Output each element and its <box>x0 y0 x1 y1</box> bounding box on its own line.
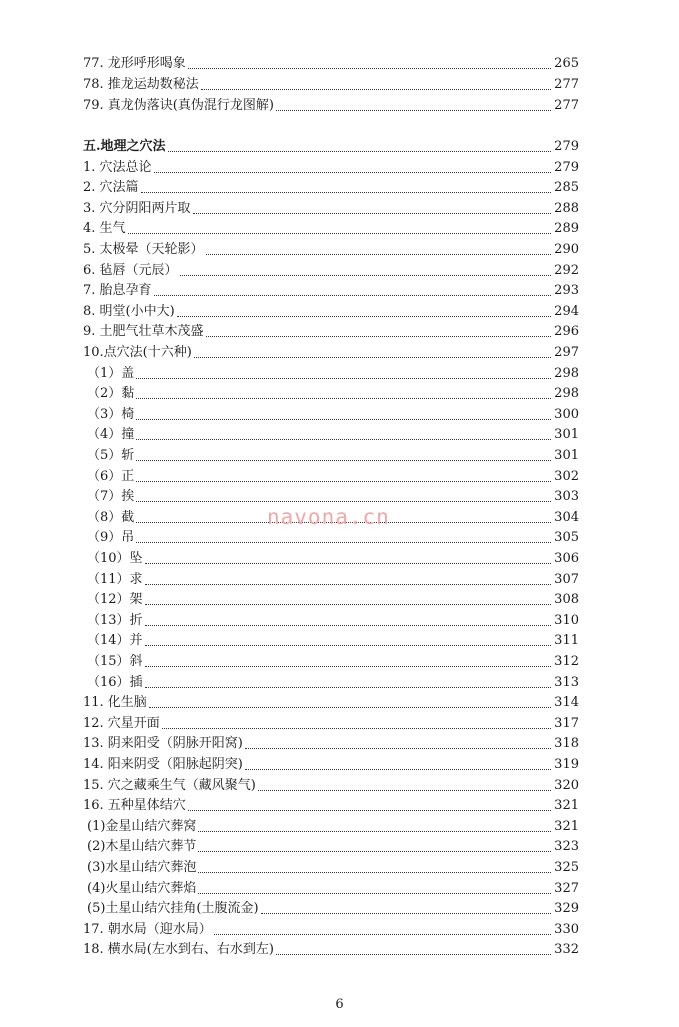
toc-entry-page: 312 <box>554 654 579 669</box>
toc-entry[interactable] <box>83 279 579 299</box>
dot-leader <box>206 336 551 337</box>
toc-entry-page: 305 <box>554 530 579 546</box>
toc-entry-label: 五.地理之穴法 <box>83 139 166 154</box>
toc-entry-label: 15. 穴之藏乘生气（藏风聚气) <box>83 777 256 793</box>
toc-entry-label: 4. 生气 <box>83 221 126 237</box>
toc-entry-label: （5）斩 <box>87 448 135 463</box>
dot-leader <box>141 192 551 193</box>
toc-entry-label: （8）截 <box>87 509 135 525</box>
toc-entry-page: 303 <box>554 489 579 505</box>
toc-entry-page: 321 <box>554 798 579 814</box>
toc-entry[interactable] <box>83 938 579 958</box>
toc-entry-page: 317 <box>554 715 579 731</box>
toc-entry[interactable] <box>83 691 579 711</box>
toc-entry-label: 2. 穴法篇 <box>83 180 139 196</box>
toc-section-heading[interactable] <box>83 135 579 155</box>
toc-entry-page: 285 <box>554 180 579 196</box>
toc-entry-page: 302 <box>554 468 579 484</box>
toc-entry-page: 279 <box>554 159 579 175</box>
toc-entry[interactable] <box>83 918 579 938</box>
toc-entry-page: 298 <box>554 386 579 402</box>
toc-entry[interactable] <box>83 320 579 340</box>
toc-entry-label: (2)木星山结穴葬节 <box>87 839 197 855</box>
toc-entry-label: 14. 阳来阴受（阳脉起阴突) <box>83 757 243 772</box>
toc-entry-page: 313 <box>554 674 579 690</box>
toc-entry-page: 318 <box>554 736 579 752</box>
toc-entry-page: 306 <box>554 551 579 566</box>
toc-entry[interactable] <box>83 835 579 855</box>
toc-entry-label: 9. 土肥气壮草木茂盛 <box>83 324 204 340</box>
toc-entry-page: 298 <box>554 365 579 381</box>
toc-entry[interactable] <box>83 382 579 402</box>
toc-entry-label: （7）挨 <box>87 489 135 505</box>
toc-entry[interactable] <box>83 465 579 485</box>
toc-entry[interactable] <box>83 753 579 773</box>
toc-entry-label: 17. 朝水局（迎水局） <box>83 921 212 937</box>
dot-leader <box>145 645 551 646</box>
dot-leader <box>128 233 551 234</box>
toc-entry-label: （2）黏 <box>87 386 135 402</box>
dot-leader <box>194 357 551 358</box>
dot-leader <box>276 954 551 955</box>
dot-leader <box>245 748 551 749</box>
toc-entry[interactable] <box>83 547 579 567</box>
dot-leader <box>145 687 551 688</box>
dot-leader <box>177 316 551 317</box>
toc-entry-page: 330 <box>554 921 579 937</box>
toc-entry[interactable] <box>83 774 579 794</box>
toc-entry[interactable] <box>83 897 579 917</box>
dot-leader <box>145 584 551 585</box>
dot-leader <box>162 728 551 729</box>
toc-entry-page: 297 <box>554 345 579 360</box>
dot-leader <box>136 460 551 461</box>
toc-entry-page: 289 <box>554 221 579 237</box>
toc-entry-page: 332 <box>554 942 579 958</box>
toc-entry-page: 320 <box>554 777 579 793</box>
toc-entry[interactable] <box>83 712 579 732</box>
toc-entry-page: 293 <box>554 283 579 299</box>
toc-entry-label: 79. 真龙伪落诀(真伪混行龙图解) <box>83 98 274 113</box>
dot-leader <box>154 295 551 296</box>
toc-entry[interactable] <box>83 568 579 588</box>
toc-entry[interactable] <box>83 341 579 361</box>
toc-entry-label: (3)水星山结穴葬泡 <box>87 860 197 875</box>
toc-entry-page: 288 <box>554 200 579 216</box>
dot-leader <box>136 481 551 482</box>
dot-leader <box>188 68 551 69</box>
toc-entry-label: （6）正 <box>87 468 135 484</box>
toc-entry[interactable] <box>83 815 579 835</box>
toc-entry-label: 1. 穴法总论 <box>83 159 152 175</box>
toc-entry[interactable] <box>83 156 579 176</box>
toc-entry-label: （1）盖 <box>87 365 135 381</box>
toc-entry[interactable] <box>83 794 579 814</box>
toc-entry-page: 319 <box>554 757 579 772</box>
toc-entry-page: 292 <box>554 262 579 278</box>
toc-entry[interactable] <box>83 423 579 443</box>
toc-entry-page: 301 <box>554 427 579 443</box>
dot-leader <box>136 398 551 399</box>
page-number: 6 <box>335 997 344 1012</box>
dot-leader <box>180 275 551 276</box>
toc-entry-label: 6. 毡唇（元辰） <box>83 262 178 278</box>
toc-entry[interactable] <box>83 176 579 196</box>
dot-leader <box>276 110 551 111</box>
toc-entry[interactable] <box>83 238 579 258</box>
dot-leader <box>136 542 551 543</box>
toc-entry-page: 325 <box>554 860 579 875</box>
toc-entry-label: 7. 胎息孕育 <box>83 283 152 299</box>
toc-entry[interactable] <box>83 877 579 897</box>
dot-leader <box>198 872 551 873</box>
toc-entry[interactable] <box>83 73 579 93</box>
dot-leader <box>201 89 551 90</box>
dot-leader <box>193 213 551 214</box>
dot-leader <box>214 934 551 935</box>
toc-entry-label: 13. 阴来阳受（阴脉开阳窝) <box>83 736 243 752</box>
toc-entry[interactable] <box>83 52 579 72</box>
toc-entry[interactable] <box>83 94 579 114</box>
toc-entry-page: 265 <box>554 56 579 71</box>
toc-entry[interactable] <box>83 217 579 237</box>
dot-leader <box>258 790 551 791</box>
toc-entry-label: (1)金星山结穴葬窝 <box>87 818 197 834</box>
toc-entry-page: 290 <box>554 242 579 257</box>
toc-entry[interactable] <box>83 362 579 382</box>
toc-entry[interactable] <box>83 732 579 752</box>
dot-leader <box>136 501 551 502</box>
toc-entry-page: 329 <box>554 901 579 917</box>
watermark: navona.cn <box>267 505 390 529</box>
dot-leader <box>145 604 551 605</box>
dot-leader <box>198 893 551 894</box>
dot-leader <box>149 707 551 708</box>
toc-entry-page: 277 <box>554 77 579 92</box>
toc-entry[interactable] <box>83 485 579 505</box>
toc-entry-page: 304 <box>554 509 579 525</box>
dot-leader <box>245 769 551 770</box>
toc-entry-label: 16. 五种星体结穴 <box>83 798 186 814</box>
toc-entry[interactable] <box>83 671 579 691</box>
toc-entry-label: 78. 推龙运劫数秘法 <box>83 77 199 92</box>
dot-leader <box>145 625 551 626</box>
toc-entry-page: 311 <box>554 633 579 649</box>
toc-entry-page: 296 <box>554 324 579 340</box>
toc-entry-page: 294 <box>554 303 579 319</box>
dot-leader <box>168 151 551 152</box>
toc-entry[interactable] <box>83 650 579 670</box>
toc-entry-page: 277 <box>554 98 579 113</box>
toc-entry-label: (4)火星山结穴葬焰 <box>87 880 197 896</box>
toc-entry-label: 3. 穴分阴阳两片取 <box>83 200 191 216</box>
toc-entry-label: 10.点穴法(十六种) <box>83 345 192 360</box>
toc-entry[interactable] <box>83 197 579 217</box>
toc-entry-label: （3）椅 <box>87 406 135 422</box>
toc-entry-label: （9）吊 <box>87 530 135 546</box>
toc-entry-label: (5)土星山结穴挂角(土腹流金) <box>87 901 259 917</box>
toc-entry-label: 77. 龙形呼形喝象 <box>83 56 186 71</box>
toc-entry-label: 8. 明堂(小中大) <box>83 303 175 319</box>
toc-entry-page: 307 <box>554 571 579 587</box>
toc-entry[interactable] <box>83 444 579 464</box>
toc-entry-label: （11）求 <box>87 571 143 587</box>
toc-entry-page: 323 <box>554 839 579 855</box>
toc-entry-label: 12. 穴星开面 <box>83 715 160 731</box>
toc-entry-label: 5. 太极晕（天轮影） <box>83 242 204 257</box>
toc-entry[interactable] <box>83 300 579 320</box>
dot-leader <box>154 172 551 173</box>
toc-entry[interactable] <box>83 259 579 279</box>
toc-entry-label: 18. 横水局(左水到右、右水到左) <box>83 942 274 958</box>
toc-entry-page: 310 <box>554 612 579 628</box>
toc-entry-page: 327 <box>554 880 579 896</box>
toc-entry-page: 314 <box>554 695 579 711</box>
dot-leader <box>261 913 551 914</box>
dot-leader <box>198 831 551 832</box>
toc-entry-label: （15）斜 <box>87 654 143 669</box>
toc-entry-label: （10）坠 <box>87 551 143 566</box>
toc-entry-label: （16）插 <box>87 674 143 690</box>
dot-leader <box>198 851 551 852</box>
toc-entry-label: （4）撞 <box>87 427 135 443</box>
dot-leader <box>136 378 551 379</box>
toc-entry[interactable] <box>83 609 579 629</box>
toc-entry-page: 301 <box>554 448 579 463</box>
dot-leader <box>145 563 551 564</box>
toc-entry-page: 279 <box>554 139 579 154</box>
dot-leader <box>136 439 551 440</box>
toc-entry-label: （14）并 <box>87 633 143 649</box>
toc-entry[interactable] <box>83 629 579 649</box>
toc-entry-page: 321 <box>554 818 579 834</box>
toc-entry-label: 11. 化生脑 <box>83 695 147 711</box>
toc-entry-label: （13）折 <box>87 612 143 628</box>
dot-leader <box>136 419 551 420</box>
toc-entry-page: 308 <box>554 592 579 608</box>
toc-entry[interactable] <box>83 526 579 546</box>
toc-entry[interactable] <box>83 856 579 876</box>
toc-entry-page: 300 <box>554 406 579 422</box>
dot-leader <box>145 666 551 667</box>
toc-entry[interactable] <box>83 588 579 608</box>
toc-entry[interactable] <box>83 403 579 423</box>
dot-leader <box>206 254 551 255</box>
toc-entry-label: （12）架 <box>87 592 143 608</box>
dot-leader <box>188 810 551 811</box>
